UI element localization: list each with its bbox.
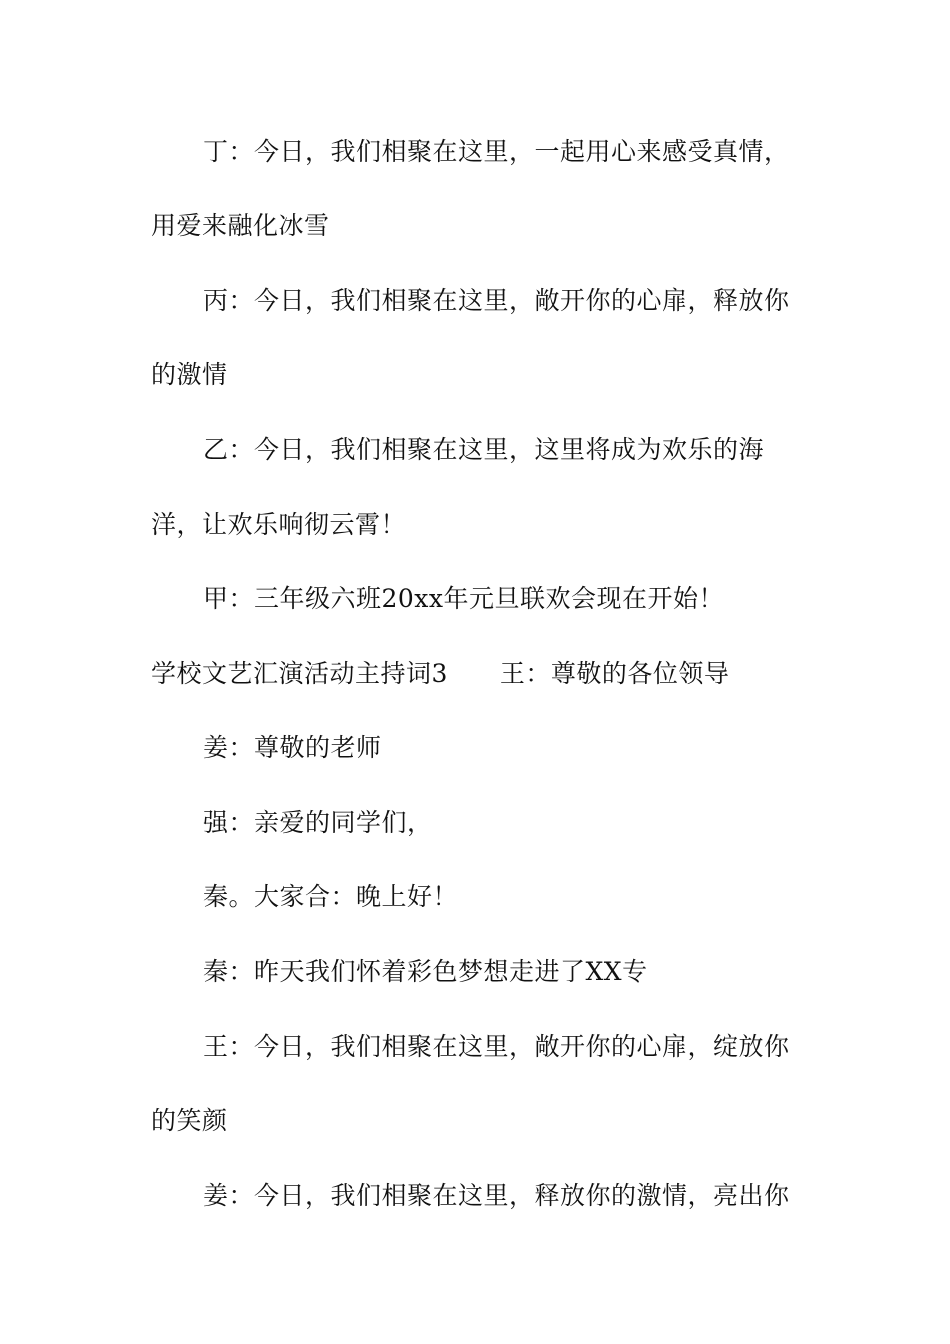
heading-line [151,654,811,694]
paragraph-line: 王：今日，我们相聚在这里，敞开你的心扉，绽放你 [203,1032,790,1061]
paragraph-line: 王：尊敬的各位领导 [499,659,730,688]
paragraph-line: 的激情 [151,360,228,389]
paragraph-line: 强：亲爱的同学们， [203,808,433,837]
paragraph-line: 姜：今日，我们相聚在这里，释放你的激情，亮出你 [203,1181,790,1210]
paragraph-line: 的笑颜 [151,1106,228,1135]
paragraph-line: 丙：今日，我们相聚在这里，敞开你的心扉，释放你 [203,286,790,315]
paragraph-line: 洋，让欢乐响彻云霄！ [151,510,407,539]
paragraph-line: 乙：今日，我们相聚在这里，这里将成为欢乐的海 [203,435,765,464]
paragraph-line: 甲：三年级六班20xx年元旦联欢会现在开始！ [203,584,725,613]
paragraph-line: 用爱来融化冰雪 [151,211,330,240]
section-title: 学校文艺汇演活动主持词3 [151,659,448,688]
paragraph-line: 秦。大家合：晚上好！ [203,882,459,911]
paragraph-line: 秦：昨天我们怀着彩色梦想走进了XX专 [203,957,648,986]
paragraph-line: 姜：尊敬的老师 [203,733,382,762]
paragraph-line: 丁：今日，我们相聚在这里，一起用心来感受真情， [203,137,790,166]
